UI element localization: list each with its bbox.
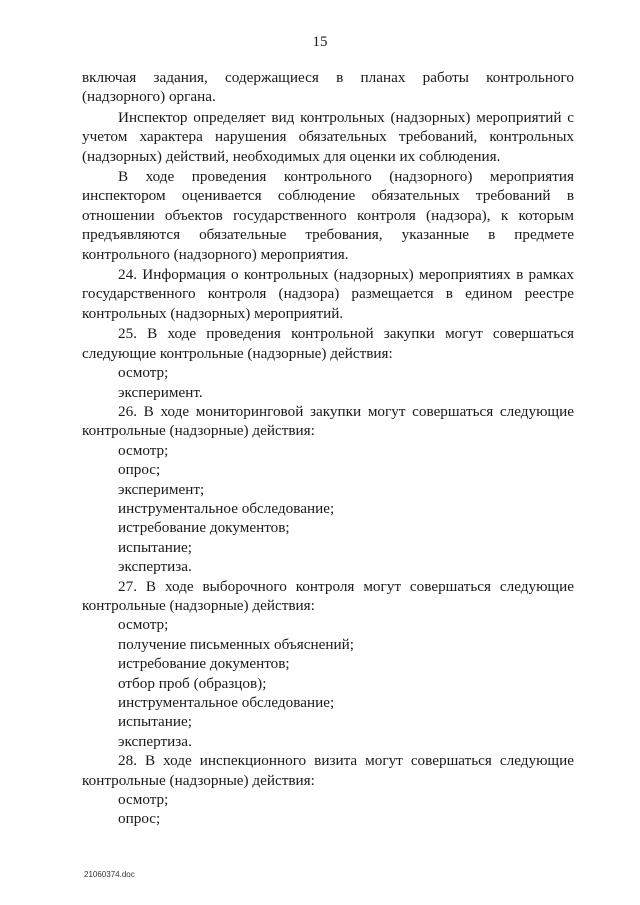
paragraph: 25. В ходе проведения контрольной закупки могут совершаться следующие контрольные (надзорные) действия: xyxy=(82,325,574,362)
paragraph: 27. В ходе выборочного контроля могут совершаться следующие контрольные (надзорные) действия: xyxy=(82,577,574,614)
list-item: инструментальное обследование; xyxy=(118,694,335,711)
list-item: эксперимент; xyxy=(118,480,205,498)
list-item: экспертиза. xyxy=(118,558,192,576)
list-item: истребование документов; xyxy=(118,519,290,537)
paragraph: 24. Информация о контрольных (надзорных) мероприятиях в рамках государственного контроля (надзора) размещается в едином реестре контрольных (надзорных) мероприятий. xyxy=(82,266,574,322)
list-item: опрос; xyxy=(118,461,161,479)
list-item: отбор проб (образцов); xyxy=(118,674,267,692)
list-item: инструментальное обследование; xyxy=(118,499,335,517)
paragraph: включая задания, содержащиеся в планах работы контрольного (надзорного) органа. xyxy=(82,69,574,106)
list-item: истребование документов; xyxy=(118,655,290,673)
paragraph: 28. В ходе инспекционного визита могут совершаться следующие контрольные (надзорные) действия: xyxy=(82,752,574,789)
list-item: осмотр; xyxy=(118,364,169,382)
paragraph: Инспектор определяет вид контрольных (надзорных) мероприятий с учетом характера нарушения обязательных требований, контрольных (надзорных) действий, необходимых для оценки их соблюдения. xyxy=(82,108,574,165)
list-item: экспертиза. xyxy=(118,732,192,750)
list-item: осмотр; xyxy=(118,616,169,634)
paragraph: В ходе проведения контрольного (надзорного) мероприятия инспектором оценивается соблюдение обязательных требований в отношении объектов государственного контроля (надзора), к которым предъявляются обязательные требования, указанные в предмете контрольного (надзорного) мероприятия. xyxy=(82,168,574,263)
page-number: 15 xyxy=(312,34,328,50)
list-item: опрос; xyxy=(118,810,161,828)
list-item: эксперимент. xyxy=(118,383,203,401)
paragraph: 26. В ходе мониторинговой закупки могут совершаться следующие контрольные (надзорные) действия: xyxy=(82,402,574,440)
list-item: осмотр; xyxy=(118,791,169,809)
list-item: получение письменных объяснений; xyxy=(118,635,354,653)
file-name-footer: 21060374.doc xyxy=(84,870,135,879)
document-body xyxy=(82,68,574,829)
list-item: испытание; xyxy=(118,713,192,731)
list-item: испытание; xyxy=(118,538,192,556)
list-item: осмотр; xyxy=(118,441,169,459)
